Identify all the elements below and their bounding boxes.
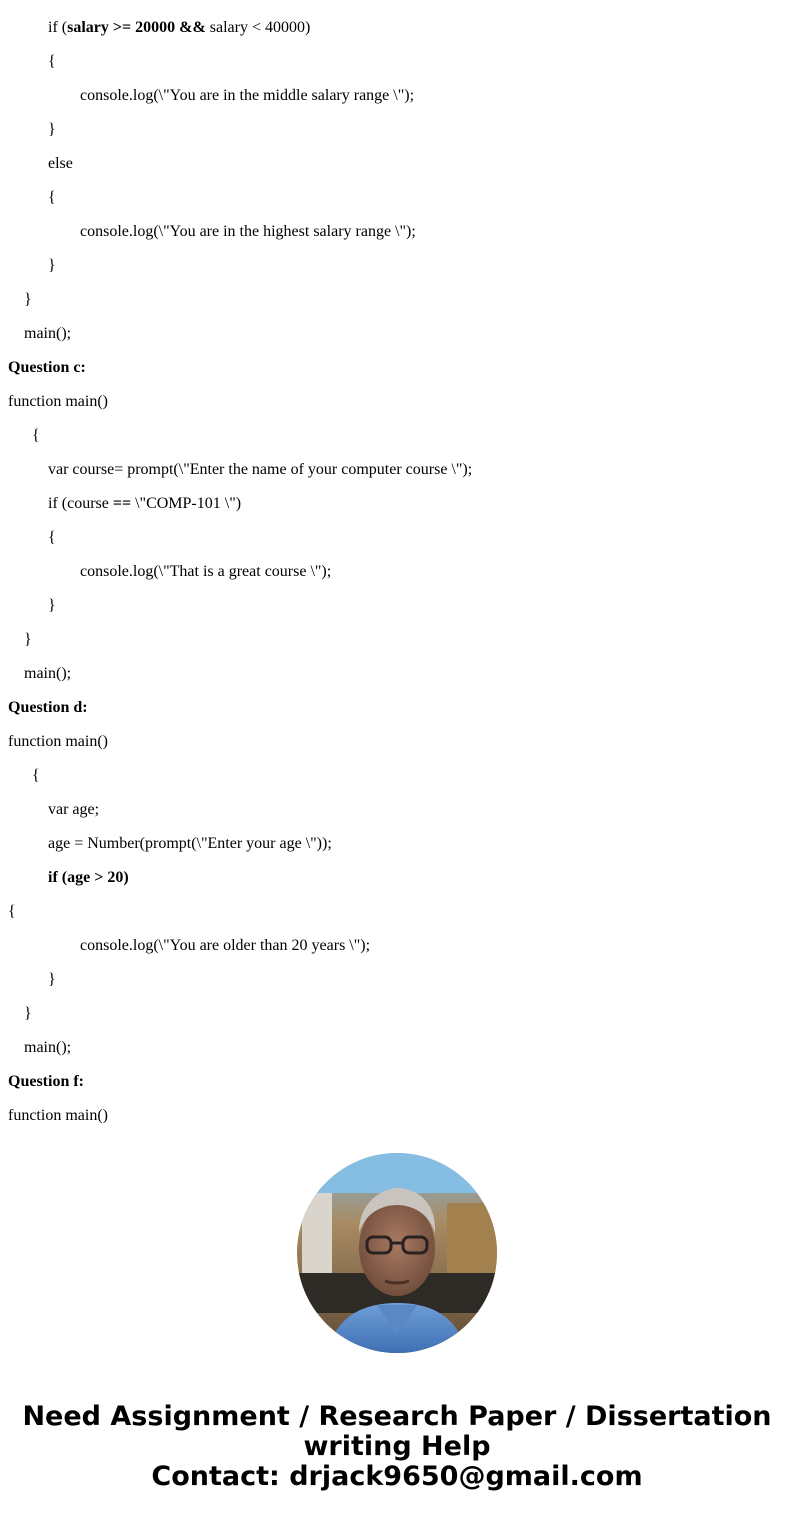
code-segment: } — [48, 257, 56, 274]
code-line — [24, 630, 32, 650]
code-segment: { — [8, 903, 16, 920]
code-segment: main(); — [24, 325, 72, 342]
code-line — [48, 18, 310, 38]
code-line — [8, 902, 16, 922]
code-segment: function main() — [8, 1107, 108, 1123]
code-segment: console.log(\"You are in the middle salary range \"); — [80, 87, 415, 104]
code-segment: { — [48, 53, 56, 70]
code-line — [48, 154, 73, 174]
code-bold-segment: Question f: — [8, 1073, 84, 1090]
code-line — [24, 290, 32, 310]
code-segment: var course= prompt(\"Enter the name of your computer course \"); — [48, 461, 473, 478]
code-segment: function main() — [8, 393, 108, 410]
code-bold-segment: Question d: — [8, 699, 88, 716]
code-segment: { — [32, 767, 40, 784]
code-line — [48, 188, 56, 208]
code-line — [48, 460, 472, 480]
code-segment: } — [48, 121, 56, 138]
code-line — [8, 732, 108, 752]
code-segment: } — [48, 971, 56, 988]
code-line — [24, 1038, 71, 1058]
code-segment: main(); — [24, 1039, 72, 1056]
code-line — [48, 868, 129, 888]
code-segment: { — [48, 189, 56, 206]
code-segment: } — [24, 291, 32, 308]
code-line — [48, 494, 241, 514]
code-line — [32, 426, 40, 446]
code-bold-segment: salary >= 20000 && — [67, 19, 206, 36]
code-segment: main(); — [24, 665, 72, 682]
code-line — [80, 222, 416, 242]
code-line — [8, 1106, 108, 1123]
code-line — [48, 52, 56, 72]
banner-contact-line: Contact: drjack9650@gmail.com — [151, 1461, 643, 1492]
code-line — [48, 120, 56, 140]
code-segment: else — [48, 155, 73, 172]
code-segment: age = Number(prompt(\"Enter your age \")); — [48, 835, 332, 852]
author-avatar — [297, 1153, 497, 1353]
code-line — [24, 1004, 32, 1024]
code-line — [48, 528, 56, 548]
code-segment: salary < 40000) — [205, 19, 311, 36]
code-bold-segment: if (age > 20) — [48, 869, 129, 886]
code-line — [8, 1072, 84, 1092]
contact-banner — [0, 1402, 794, 1492]
code-line — [48, 834, 332, 854]
code-line — [32, 766, 40, 786]
code-line — [80, 936, 370, 956]
code-line — [8, 392, 108, 412]
code-segment: } — [48, 597, 56, 614]
code-line — [8, 698, 88, 718]
code-line — [80, 86, 414, 106]
code-segment: console.log(\"That is a great course \"); — [80, 563, 332, 580]
code-segment: { — [32, 427, 40, 444]
code-line — [24, 664, 71, 684]
code-segment: \"COMP-101 \") — [131, 495, 242, 512]
code-line — [80, 562, 331, 582]
code-bold-segment: Question c: — [8, 359, 86, 376]
code-segment: function main() — [8, 733, 108, 750]
code-bold-segment: == — [112, 495, 132, 512]
code-segment: console.log(\"You are in the highest salary range \"); — [80, 223, 416, 240]
code-line — [24, 324, 71, 344]
author-photo-icon — [297, 1153, 497, 1353]
code-line — [8, 358, 86, 378]
code-segment: var age; — [48, 801, 100, 818]
code-line — [48, 970, 56, 990]
code-segment: } — [24, 631, 32, 648]
code-segment: { — [48, 529, 56, 546]
code-segment: } — [24, 1005, 32, 1022]
code-line — [48, 800, 99, 820]
code-segment: if ( — [48, 19, 68, 36]
code-line — [48, 256, 56, 276]
banner-line-2: writing Help — [303, 1431, 491, 1462]
banner-line-1: Need Assignment / Research Paper / Dissertation — [22, 1401, 772, 1432]
code-line — [48, 596, 56, 616]
code-segment: if (course — [48, 495, 113, 512]
code-segment: console.log(\"You are older than 20 years \"); — [80, 937, 371, 954]
